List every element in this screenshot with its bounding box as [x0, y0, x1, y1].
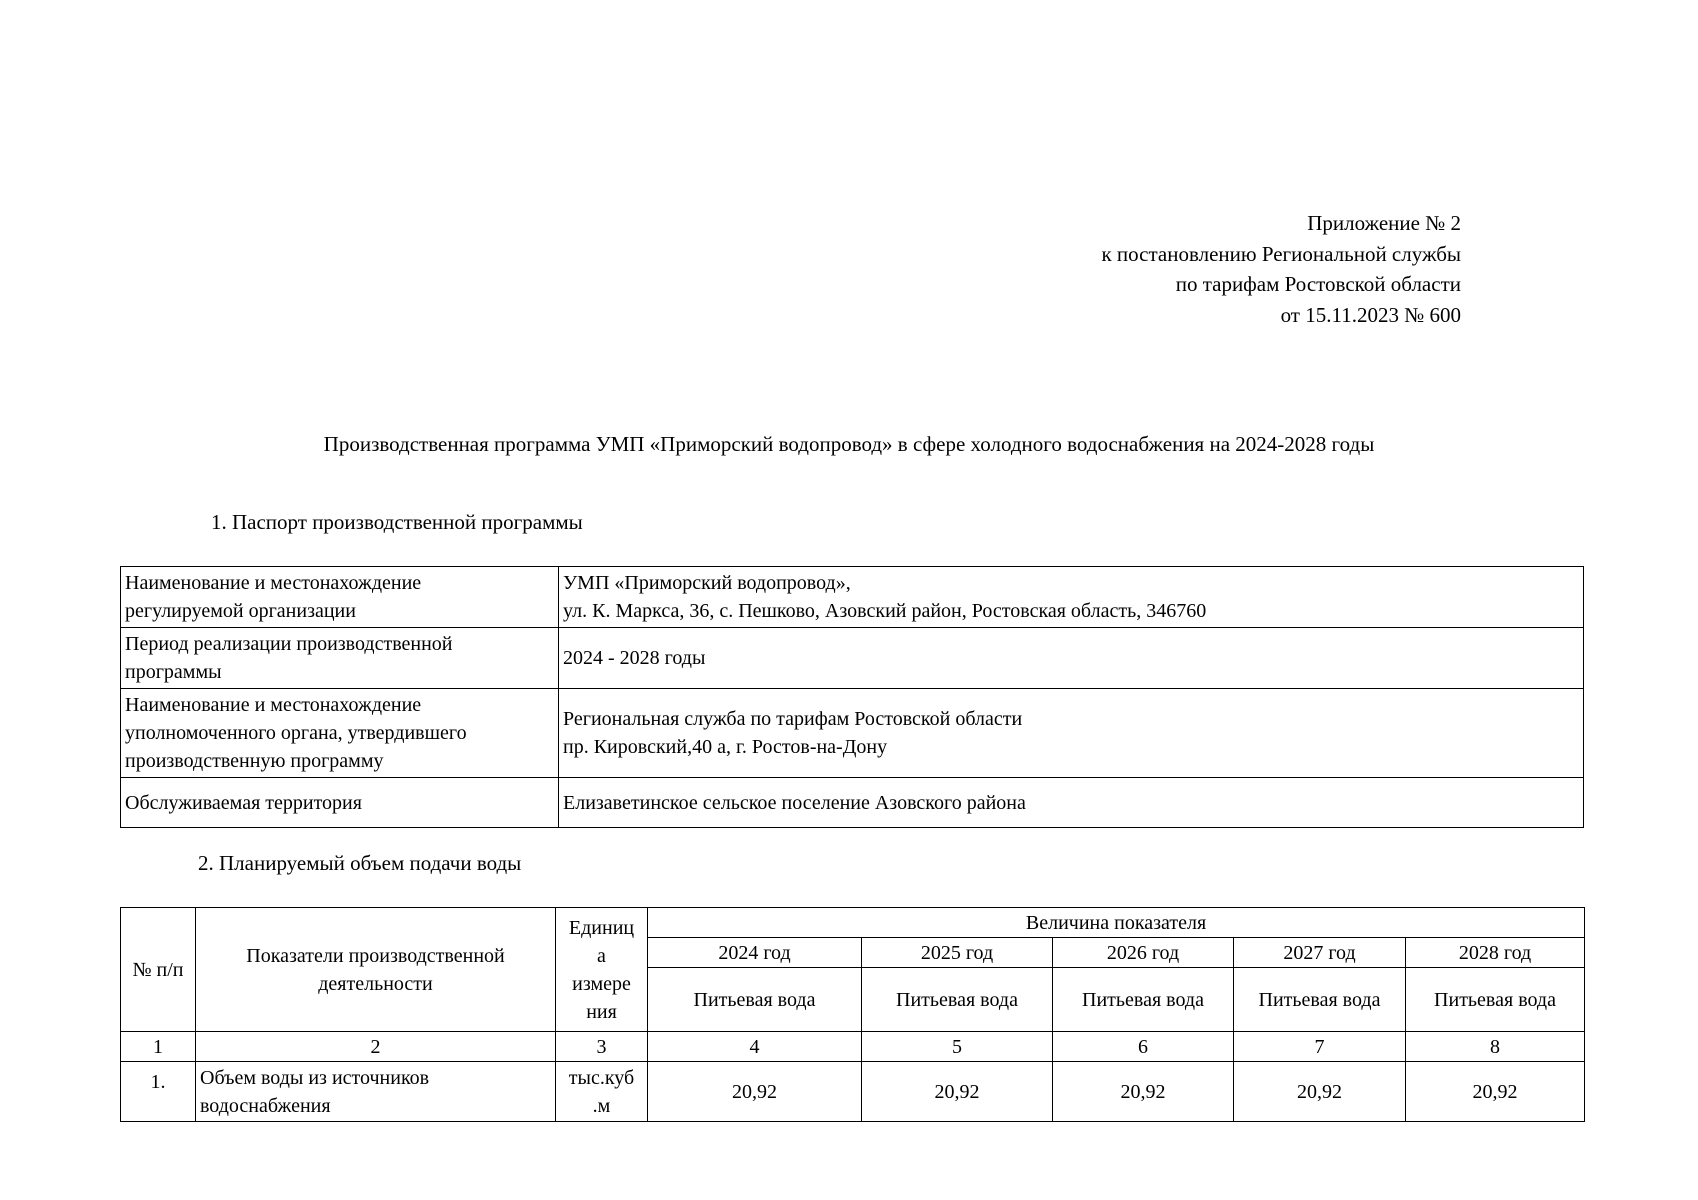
label-line: Наименование и местонахождение	[125, 694, 422, 716]
section-heading-passport: 1. Паспорт производственной программы	[211, 510, 583, 534]
table-row	[121, 689, 1584, 778]
header-water-type: Питьевая вода	[1406, 968, 1585, 1032]
document-title: Производственная программа УМП «Приморский водопровод» в сфере холодного водоснабжения на 2024-2028 годы	[323, 432, 1375, 456]
column-number: 3	[556, 1032, 648, 1062]
column-number: 1	[121, 1032, 196, 1062]
row-value: 20,92	[1234, 1062, 1406, 1122]
water-volume-table	[120, 907, 1585, 1122]
row-value: 20,92	[648, 1062, 862, 1122]
row-indicator	[196, 1062, 556, 1122]
column-number: 2	[196, 1032, 556, 1062]
column-number: 8	[1406, 1032, 1585, 1062]
column-number: 7	[1234, 1032, 1406, 1062]
passport-label	[121, 567, 559, 628]
header-line: Показатели производственной	[246, 944, 505, 967]
passport-value	[559, 689, 1584, 778]
table-row	[121, 778, 1584, 828]
header-line: ния	[586, 1000, 617, 1023]
header-line: измере	[572, 972, 631, 995]
passport-label	[121, 778, 559, 828]
label-line: уполномоченного органа, утвердившего	[125, 722, 467, 744]
header-line: деятельности	[318, 972, 433, 995]
value-line: ул. К. Маркса, 36, с. Пешково, Азовский район, Ростовская область, 346760	[563, 600, 1207, 622]
appendix-line: по тарифам Ростовской области	[1175, 272, 1461, 296]
header-year: 2024 год	[648, 938, 862, 968]
unit-line: тыс.куб	[568, 1066, 635, 1089]
label-line: регулируемой организации	[125, 600, 356, 622]
header-unit	[556, 908, 648, 1032]
passport-value	[559, 567, 1584, 628]
header-value-group: Величина показателя	[648, 908, 1585, 938]
value-line: 2024 - 2028 годы	[563, 647, 706, 669]
unit-line: .м	[592, 1094, 611, 1117]
label-line: Период реализации производственной	[125, 633, 453, 655]
table-row	[121, 628, 1584, 689]
header-water-type: Питьевая вода	[648, 968, 862, 1032]
header-year: 2026 год	[1053, 938, 1234, 968]
appendix-line: Приложение № 2	[1307, 211, 1461, 235]
value-line: Елизаветинское сельское поселение Азовского района	[563, 791, 1026, 814]
indicator-line: водоснабжения	[200, 1094, 331, 1117]
label-line: Обслуживаемая территория	[125, 791, 362, 814]
passport-table	[120, 566, 1584, 828]
appendix-line: к постановлению Региональной службы	[1101, 241, 1461, 266]
header-year: 2028 год	[1406, 938, 1585, 968]
label-line: производственную программу	[125, 750, 384, 772]
value-line: УМП «Приморский водопровод»,	[563, 572, 851, 594]
section-heading-volume: 2. Планируемый объем подачи воды	[198, 851, 522, 875]
appendix-block	[861, 208, 1461, 330]
table-header-row	[121, 908, 1585, 938]
header-water-type: Питьевая вода	[1053, 968, 1234, 1032]
value-line: Региональная служба по тарифам Ростовской области	[563, 708, 1023, 730]
row-value: 20,92	[862, 1062, 1053, 1122]
passport-label	[121, 689, 559, 778]
value-line: пр. Кировский,40 а, г. Ростов-на-Дону	[563, 736, 888, 758]
header-line: Единиц	[568, 916, 635, 939]
header-line: а	[597, 944, 606, 967]
passport-value	[559, 628, 1584, 689]
passport-label	[121, 628, 559, 689]
row-unit	[556, 1062, 648, 1122]
row-value: 20,92	[1053, 1062, 1234, 1122]
header-indicator	[196, 908, 556, 1032]
header-water-type: Питьевая вода	[1234, 968, 1406, 1032]
indicator-line: Объем воды из источников	[200, 1066, 430, 1089]
column-number: 5	[862, 1032, 1053, 1062]
header-water-type: Питьевая вода	[862, 968, 1053, 1032]
header-year: 2027 год	[1234, 938, 1406, 968]
label-line: Наименование и местонахождение	[125, 572, 422, 594]
header-num: № п/п	[121, 908, 196, 1032]
column-number: 6	[1053, 1032, 1234, 1062]
table-row	[121, 567, 1584, 628]
row-num: 1.	[121, 1062, 196, 1122]
header-year: 2025 год	[862, 938, 1053, 968]
row-value: 20,92	[1406, 1062, 1585, 1122]
column-number-row	[121, 1032, 1585, 1062]
table-row	[121, 1062, 1585, 1122]
passport-value	[559, 778, 1584, 828]
label-line: программы	[125, 661, 222, 683]
appendix-line: от 15.11.2023 № 600	[1280, 302, 1461, 327]
column-number: 4	[648, 1032, 862, 1062]
